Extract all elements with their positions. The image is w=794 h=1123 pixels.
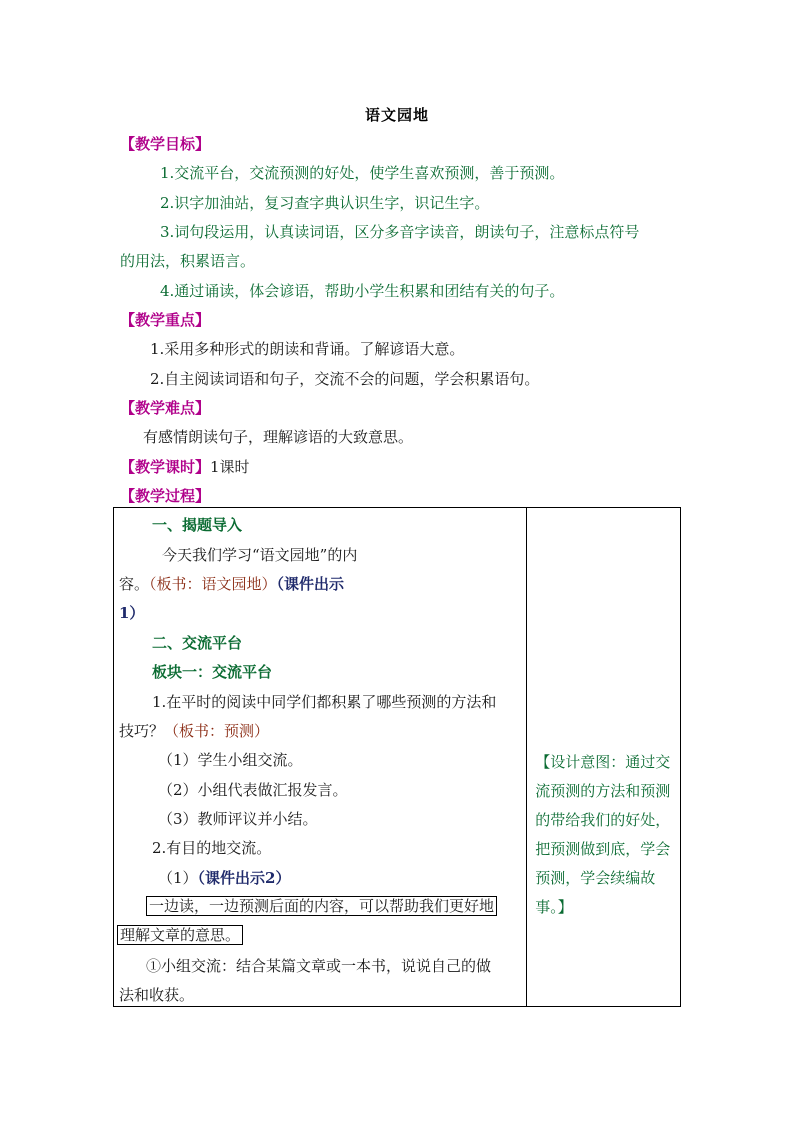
process-table (113, 507, 681, 1007)
courseware-note-1: （课件出示 (276, 575, 345, 593)
process-heading: 【教学过程】 (120, 487, 211, 505)
difficulties-text: 有感情朗读句子，理解谚语的大致意思。 (143, 428, 414, 446)
difficulties-heading: 【教学难点】 (120, 399, 211, 417)
question1-line2a: 技巧？ (119, 722, 165, 740)
boxed-text-2: 理解文章的意思。 (117, 925, 243, 945)
step-1: （1）学生小组交流。 (158, 751, 303, 769)
discuss-line2: 法和收获。 (119, 986, 195, 1004)
process-side-cell (527, 508, 681, 1007)
question1-line2 (119, 721, 269, 741)
boxed-text-1: 一边读，一边预测后面的内容，可以帮助我们更好地 (146, 896, 497, 916)
block1-title: 板块一：交流平台 (152, 663, 273, 681)
key-point-2: 2.自主阅读词语和句子，交流不会的问题，学会积累语句。 (150, 370, 540, 388)
question2-sub-a: （1） (158, 869, 198, 887)
page-title: 语文园地 (364, 106, 429, 124)
question2: 2.有目的地交流。 (152, 839, 272, 857)
courseware-note-2: （课件出示2） (197, 869, 291, 887)
objective-item-3-cont: 的用法，积累语言。 (120, 252, 256, 270)
question1-line1: 1.在平时的阅读中同学们都积累了哪些预测的方法和 (152, 693, 497, 711)
hours-row (120, 457, 250, 477)
objective-item-4: 4.通过诵读，体会谚语，帮助小学生积累和团结有关的句子。 (160, 282, 565, 300)
board-note-1: （板书：语文园地） (149, 575, 277, 593)
section1-line2a: 容。 (119, 575, 150, 593)
key-points-heading: 【教学重点】 (120, 311, 211, 329)
boxed-line1 (146, 896, 497, 916)
objectives-heading: 【教学目标】 (120, 135, 211, 153)
step-3: （3）教师评议并小结。 (158, 810, 318, 828)
discuss-line1: ①小组交流：结合某篇文章或一本书，说说自己的做 (146, 957, 492, 975)
objective-item-2: 2.识字加油站，复习查字典认识生字，识记生字。 (160, 194, 490, 212)
section1-line3: 1） (119, 604, 145, 622)
process-main-cell (114, 508, 527, 1007)
hours-heading: 【教学课时】 (120, 458, 211, 476)
key-point-1: 1.采用多种形式的朗读和背诵。了解谚语大意。 (150, 340, 465, 358)
design-intent: 【设计意图：通过交流预测的方法和预测的带给我们的好处，把预测做到底，学会预测，学会续编故事。】 (535, 753, 671, 916)
section1-line1: 今天我们学习“语文园地”的内 (162, 546, 358, 564)
section1-line2 (119, 574, 344, 594)
question2-sub (158, 868, 291, 888)
board-note-2: （板书：预测） (164, 722, 270, 740)
hours-text: 1课时 (210, 458, 250, 476)
objective-item-1: 1.交流平台，交流预测的好处，使学生喜欢预测，善于预测。 (160, 164, 565, 182)
section2-title: 二、交流平台 (152, 634, 243, 652)
boxed-line2 (117, 925, 243, 945)
section1-title: 一、揭题导入 (152, 516, 243, 534)
step-2: （2）小组代表做汇报发言。 (158, 781, 348, 799)
objective-item-3: 3.词句段运用，认真读词语，区分多音字读音，朗读句子，注意标点符号 (160, 223, 640, 241)
